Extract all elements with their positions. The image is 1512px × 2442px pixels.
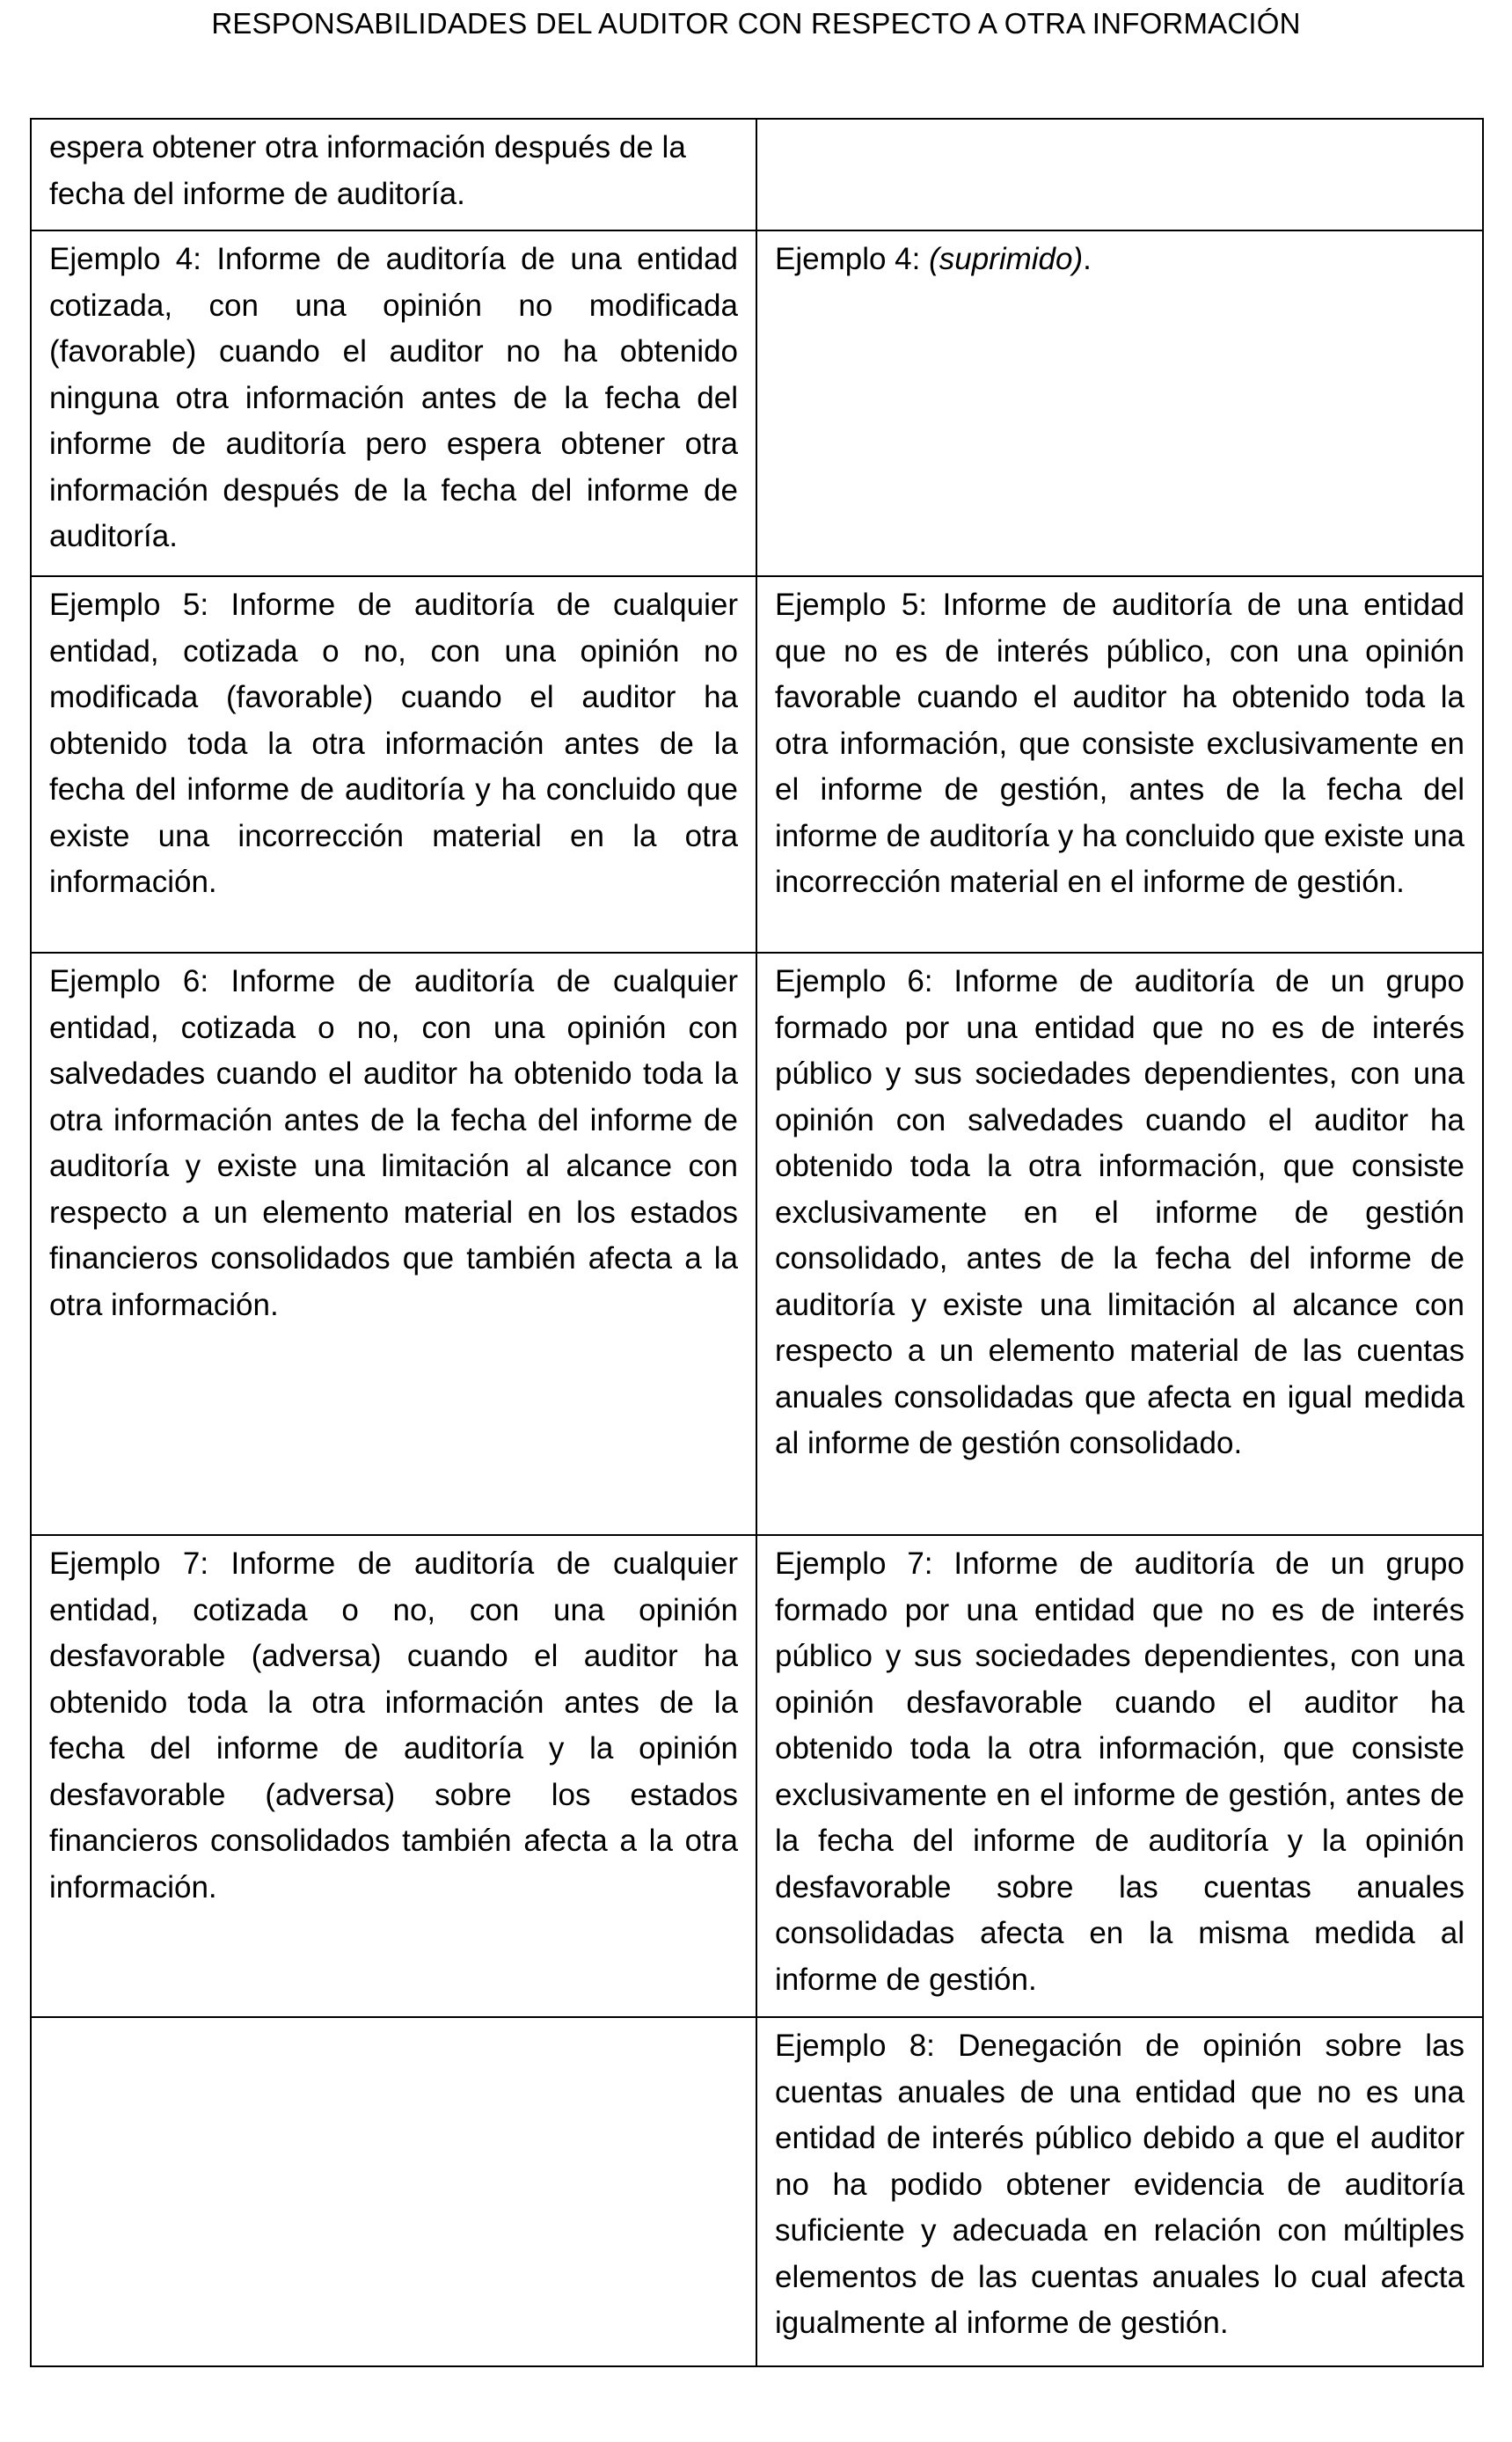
page-header xyxy=(0,0,1512,53)
table-cell-right xyxy=(756,230,1483,576)
table-cell-right xyxy=(756,1535,1483,2017)
cell-text xyxy=(775,237,1465,283)
table-cell-left xyxy=(31,953,756,1535)
table-cell-left xyxy=(31,2017,756,2366)
table-row xyxy=(31,1535,1483,2017)
table-row xyxy=(31,953,1483,1535)
cell-text: espera obtener otra información después de la fecha del informe de auditoría. xyxy=(49,130,686,211)
table-row xyxy=(31,576,1483,953)
table-row xyxy=(31,230,1483,576)
cell-text: Ejemplo 6: Informe de auditoría de cualquier entidad, cotizada o no, con una opinión con salvedades cuando el auditor ha obtenido toda la otra información antes de la fecha del informe de auditoría y existe una limitación al alcance con respecto a un elemento material en los estados financieros consolidados que también afecta a la otra información. xyxy=(49,964,738,1322)
cell-text: Ejemplo 4: Informe de auditoría de una entidad cotizada, con una opinión no modificada (favorable) cuando el auditor no ha obtenido ninguna otra información antes de la fecha del informe de auditoría pero espera obtener otra información después de la fecha del informe de auditoría. xyxy=(49,242,738,553)
table-cell-right xyxy=(756,953,1483,1535)
table-cell-right xyxy=(756,576,1483,953)
table-row xyxy=(31,2017,1483,2366)
cell-text: Ejemplo 7: Informe de auditoría de cualquier entidad, cotizada o no, con una opinión desfavorable (adversa) cuando el auditor ha obtenido toda la otra información antes de la fecha del informe de auditoría y la opinión desfavorable (adversa) sobre los estados financieros consolidados también afecta a la otra información. xyxy=(49,1546,738,1905)
example-label: Ejemplo 4: xyxy=(775,242,930,276)
period: . xyxy=(1083,242,1092,276)
cell-text: Ejemplo 5: Informe de auditoría de cualquier entidad, cotizada o no, con una opinión no modificada (favorable) cuando el auditor ha obtenido toda la otra información antes de la fecha del informe de auditoría y ha concluido que existe una incorrección material en la otra información. xyxy=(49,588,738,899)
table-cell-left xyxy=(31,230,756,576)
table-cell-left xyxy=(31,1535,756,2017)
table-row xyxy=(31,119,1483,230)
table-cell-left xyxy=(31,576,756,953)
page-title: RESPONSABILIDADES DEL AUDITOR CON RESPECTO A OTRA INFORMACIÓN xyxy=(211,7,1301,40)
cell-text: Ejemplo 7: Informe de auditoría de un grupo formado por una entidad que no es de interés público y sus sociedades dependientes, con una opinión desfavorable cuando el auditor ha obtenido toda la otra información, que consiste exclusivamente en el informe de gestión, antes de la fecha del informe de auditoría y la opinión desfavorable sobre las cuentas anuales consolidadas afecta en la misma medida al informe de gestión. xyxy=(775,1546,1465,1997)
cell-text: Ejemplo 5: Informe de auditoría de una entidad que no es de interés público, con una opinión favorable cuando el auditor ha obtenido toda la otra información, que consiste exclusivamente en el informe de gestión, antes de la fecha del informe de auditoría y ha concluido que existe una incorrección material en el informe de gestión. xyxy=(775,588,1465,899)
suppressed-note: (suprimido) xyxy=(929,242,1084,276)
table-cell-right xyxy=(756,119,1483,230)
table-cell-right xyxy=(756,2017,1483,2366)
table-cell-left xyxy=(31,119,756,230)
comparison-table xyxy=(30,118,1484,2367)
cell-text: Ejemplo 6: Informe de auditoría de un grupo formado por una entidad que no es de interés público y sus sociedades dependientes, con una opinión con salvedades cuando el auditor ha obtenido toda la otra información, que consiste exclusivamente en el informe de gestión consolidado, antes de la fecha del informe de auditoría y existe una limitación al alcance con respecto a un elemento material de las cuentas anuales consolidadas que afecta en igual medida al informe de gestión consolidado. xyxy=(775,964,1465,1460)
cell-text: Ejemplo 8: Denegación de opinión sobre las cuentas anuales de una entidad que no es una entidad de interés público debido a que el auditor no ha podido obtener evidencia de auditoría suficiente y adecuada en relación con múltiples elementos de las cuentas anuales lo cual afecta igualmente al informe de gestión. xyxy=(775,2029,1465,2340)
